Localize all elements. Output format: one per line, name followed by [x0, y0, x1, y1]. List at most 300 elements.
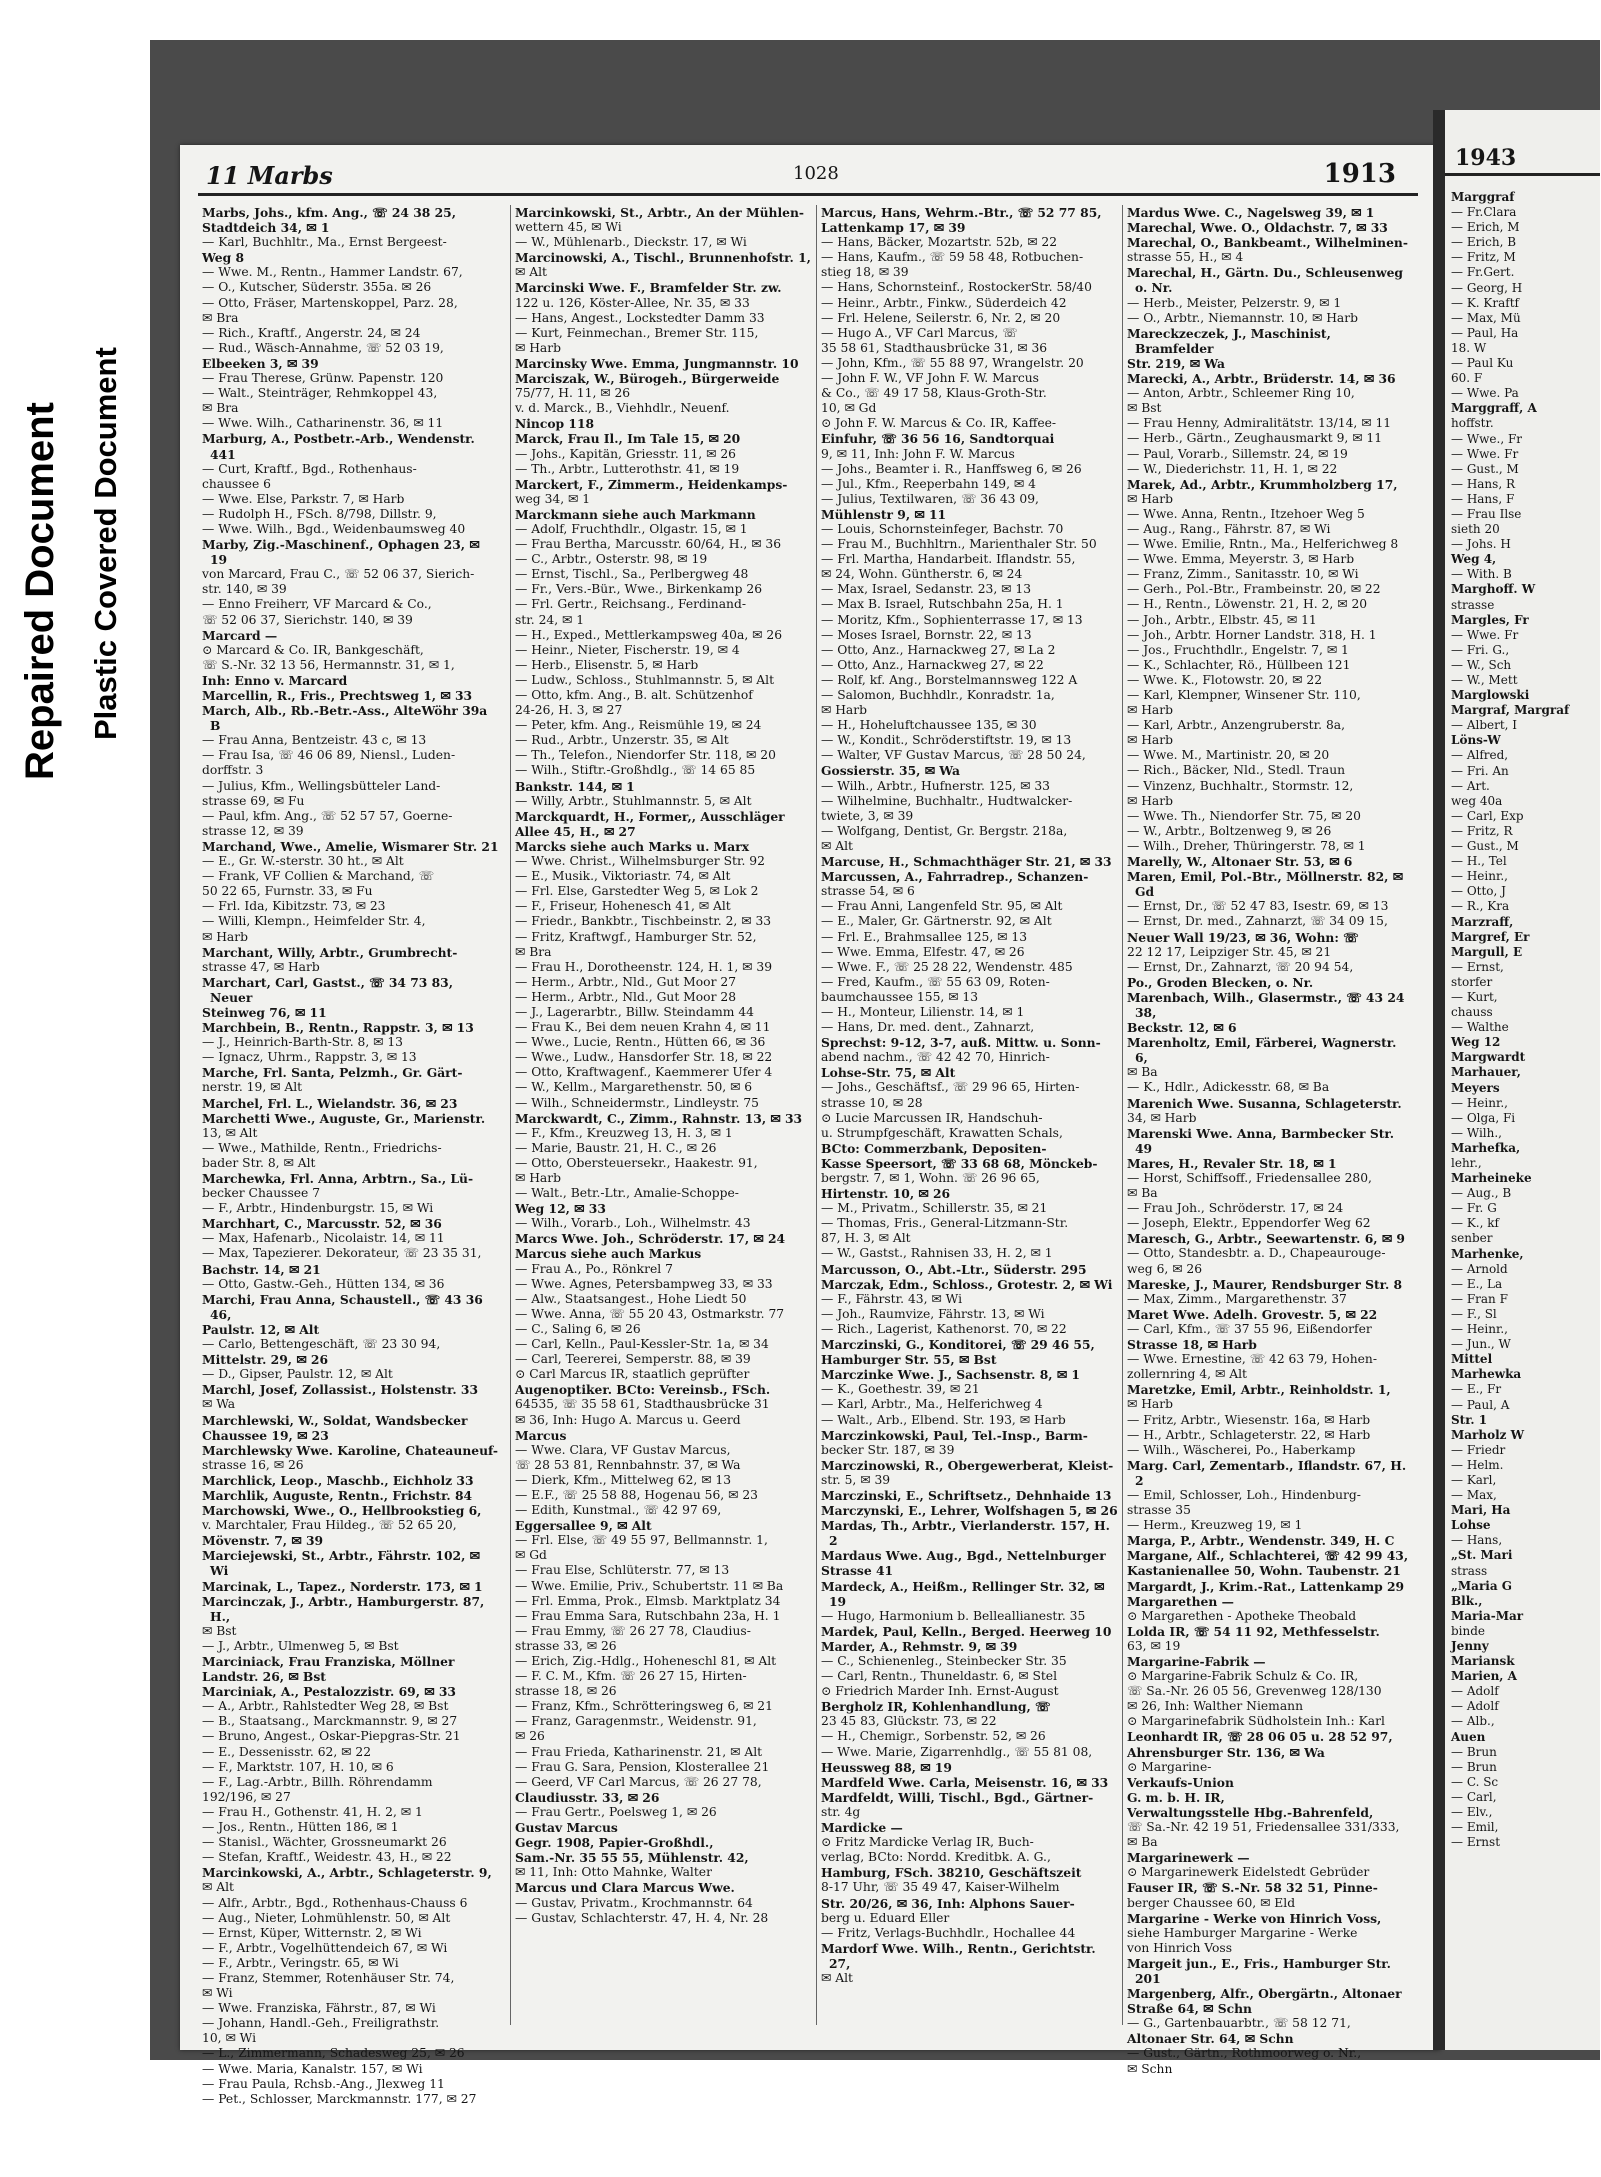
- directory-entry: — Vinzenz, Buchhaltr., Stormstr. 12,: [1127, 778, 1354, 793]
- directory-entry: — Frl. Martha, Handarbeit. Iflandstr. 55,: [821, 552, 1076, 567]
- directory-entry: strasse 18, ✉ 26: [515, 1684, 617, 1699]
- directory-entry: ✉ Alt: [821, 1970, 853, 1985]
- directory-entry: — Johs., Beamter i. R., Hanffsweg 6, ✉ 26: [821, 461, 1082, 476]
- directory-entry: Mareckzeczek, J., Maschinist, Bramfelder: [1127, 325, 1331, 356]
- directory-entry: str. 5, ✉ 39: [821, 1472, 891, 1487]
- directory-entry: — Jos., Rentn., Hütten 186, ✉ 1: [202, 1820, 399, 1835]
- facing-entry: — Carl, Exp: [1451, 808, 1524, 823]
- facing-entry: 60. F: [1451, 371, 1483, 386]
- directory-entry: — Max, Hafenarb., Nicolaistr. 14, ✉ 11: [202, 1231, 445, 1246]
- directory-entry: Hamburg, FSch. 38210, Geschäftszeit: [821, 1865, 1082, 1881]
- facing-entry: — Ernst,: [1451, 959, 1504, 974]
- directory-entry: — Fritz, Verlags-Buchhdlr., Hochallee 44: [821, 1925, 1076, 1940]
- directory-entry: — Herm., Arbtr., Nld., Gut Moor 28: [515, 989, 737, 1004]
- directory-entry: — Frau M., Buchhltrn., Marienthaler Str. 50: [821, 537, 1097, 552]
- directory-entry: — Wwe. Wilh., Bgd., Weidenbaumsweg 40: [202, 521, 466, 536]
- facing-entry: — Fr.Gert.: [1451, 265, 1515, 280]
- facing-entry: — With. B: [1451, 567, 1512, 582]
- directory-entry: — Rud., Wäsch-Annahme, ☏ 52 03 19,: [202, 340, 444, 355]
- directory-entry: — Aug., Nieter, Lohmühlenstr. 50, ✉ Alt: [202, 1910, 451, 1925]
- directory-entry: abend nachm., ☏ 42 42 70, Hinrich-: [821, 1050, 1050, 1065]
- directory-entry: — Frau Emmy, ☏ 26 27 78, Claudius-: [515, 1623, 751, 1638]
- directory-entry: ✉ Harb: [1127, 703, 1174, 718]
- facing-entry: — C. Sc: [1451, 1774, 1499, 1789]
- directory-entry: Gegr. 1908, Papier-Großhdl.,: [515, 1835, 714, 1851]
- page-header: [198, 157, 1418, 196]
- directory-entry: — Wwe. Else, Parkstr. 7, ✉ Harb: [202, 491, 405, 506]
- directory-entry: ✉ Harb: [1127, 793, 1174, 808]
- directory-entry: — K., Schlachter, Rö., Hüllbeen 121: [1127, 657, 1351, 672]
- directory-entry: Maren, Emil, Pol.-Btr., Möllnerstr. 82, ✉ Gd: [1127, 869, 1404, 900]
- directory-entry: ✉ Harb: [1127, 491, 1174, 506]
- directory-entry: — Max, Israel, Sedanstr. 23, ✉ 13: [821, 582, 1032, 597]
- directory-entry: Maret Wwe. Adelh. Grovestr. 5, ✉ 22: [1127, 1306, 1378, 1322]
- facing-entry: — Heinr.,: [1451, 1322, 1508, 1337]
- directory-entry: ☏ 28 53 81, Rennbahnstr. 37, ✉ Wa: [515, 1457, 741, 1472]
- directory-entry: — Wilh., Arbtr., Hufnerstr. 125, ✉ 33: [821, 778, 1050, 793]
- facing-entry: — Brun: [1451, 1759, 1497, 1774]
- directory-entry: — Frau Else, Schlüterstr. 77, ✉ 13: [515, 1563, 730, 1578]
- directory-entry: BCto: Commerzbank, Depositen-: [821, 1140, 1047, 1156]
- directory-entry: — Wwe. Anna, ☏ 55 20 43, Ostmarkstr. 77: [515, 1306, 785, 1321]
- directory-entry: — Otto, Gastw.-Geh., Hütten 134, ✉ 36: [202, 1276, 445, 1291]
- directory-entry: Marenski Wwe. Anna, Barmbecker Str. 49: [1127, 1125, 1395, 1156]
- facing-entry: strass: [1451, 1563, 1488, 1578]
- directory-entry: — C., Arbtr., Osterstr. 98, ✉ 19: [515, 552, 708, 567]
- directory-entry: Marchart, Carl, Gastst., ☏ 34 73 83, Neuer: [202, 974, 453, 1005]
- facing-entry: Lohse: [1451, 1518, 1491, 1533]
- directory-entry: — Wwe. Marie, Zigarrenhdlg., ☏ 55 81 08,: [821, 1744, 1093, 1759]
- directory-entry: — Anton, Arbtr., Schleemer Ring 10,: [1127, 386, 1355, 401]
- directory-entry: Marciszak, W., Bürogeh., Bürgerweide: [515, 371, 780, 387]
- directory-entry: Marechal, O., Bankbeamt., Wilhelminen-: [1127, 235, 1408, 251]
- facing-entry: Löns-W: [1451, 733, 1501, 748]
- directory-entry: — Paul, kfm. Ang., ☏ 52 57 57, Goerne-: [202, 808, 453, 823]
- directory-entry: Marcard —: [202, 627, 278, 643]
- column-3: [816, 205, 1118, 2025]
- facing-entry: — Fr. G: [1451, 1201, 1497, 1216]
- directory-entry: Mardus Wwe. C., Nagelsweg 39, ✉ 1: [1127, 205, 1375, 220]
- directory-entry: bergstr. 7, ✉ 1, Wohn. ☏ 26 96 65,: [821, 1171, 1040, 1185]
- facing-entry: Blk.,: [1451, 1593, 1483, 1608]
- directory-entry: Marciniak, A., Pestalozzistr. 69, ✉ 33: [202, 1684, 456, 1700]
- directory-entry: — Jos., Fruchthdlr., Engelstr. 7, ✉ 1: [1127, 642, 1349, 657]
- directory-entry: Mövenstr. 7, ✉ 39: [202, 1533, 324, 1549]
- directory-entry: — H., Exped., Mettlerkampsweg 40a, ✉ 26: [515, 627, 783, 642]
- directory-entry: Neuer Wall 19/23, ✉ 36, Wohn: ☏: [1127, 929, 1359, 945]
- facing-entry: — K. Kraftf: [1451, 295, 1519, 310]
- directory-entry: March, Alb., Rb.-Betr.-Ass., AlteWöhr 39a B: [202, 703, 488, 734]
- directory-entry: Fauser IR, ☏ S.-Nr. 58 32 51, Pinne-: [1127, 1880, 1378, 1896]
- directory-entry: — Wilh., Stiftr.-Großhdlg., ☏ 14 65 85: [515, 763, 756, 778]
- directory-entry: ⊙ Lucie Marcussen IR, Handschuh-: [821, 1110, 1043, 1125]
- directory-entry: Mardfeld Wwe. Carla, Meisenstr. 16, ✉ 33: [821, 1774, 1109, 1790]
- page-number: 1028: [793, 163, 839, 184]
- directory-entry: Marczynski, E., Lehrer, Wolfshagen 5, ✉ 26: [821, 1503, 1118, 1519]
- directory-entry: — Hans, Dr. med. dent., Zahnarzt,: [821, 1020, 1035, 1035]
- directory-entry: Marcinsky Wwe. Emma, Jungmannstr. 10: [515, 355, 799, 371]
- directory-entry: — Frau Paula, Rchsb.-Ang., Jlexweg 11: [202, 2076, 445, 2091]
- directory-entry: — Heinr., Nieter, Fischerstr. 19, ✉ 4: [515, 642, 740, 657]
- directory-entry: ⊙ Margarethen - Apotheke Theobald: [1127, 1608, 1357, 1623]
- directory-entry: Marczinski, G., Konditorei, ☏ 29 46 55,: [821, 1337, 1095, 1353]
- directory-entry: Marckquardt, H., Former,, Ausschläger: [515, 808, 785, 824]
- directory-entry: 10, ✉ Wi: [202, 2031, 257, 2046]
- directory-entry: Mareske, J., Maurer, Rendsburger Str. 8: [1127, 1276, 1403, 1292]
- directory-entry: — Frau Gertr., Poelsweg 1, ✉ 26: [515, 1804, 717, 1819]
- directory-entry: ✉ Schn: [1127, 2061, 1173, 2076]
- facing-entry: — Erich, M: [1451, 220, 1520, 235]
- facing-entry: — Ernst: [1451, 1835, 1501, 1850]
- facing-entry: Meyers: [1451, 1080, 1500, 1095]
- directory-entry: ✉ Wi: [202, 1986, 233, 2001]
- facing-entry: Weg 4,: [1451, 552, 1497, 567]
- directory-entry: Marchlewski, W., Soldat, Wandsbecker: [202, 1412, 468, 1428]
- facing-entry: — Wwe. Pa: [1451, 386, 1519, 401]
- directory-entry: Bergholz IR, Kohlenhandlung, ☏: [821, 1699, 1051, 1715]
- directory-entry: — Gustav, Privatm., Krochmannstr. 64: [515, 1895, 753, 1910]
- directory-entry: Sprechst: 9-12, 3-7, auß. Mittw. u. Sonn-: [821, 1035, 1101, 1051]
- directory-entry: ✉ Wa: [202, 1397, 236, 1412]
- directory-entry: — Frau Bertha, Marcusstr. 60/64, H., ✉ 36: [515, 537, 782, 552]
- facing-entry: — Alb.,: [1451, 1714, 1495, 1729]
- directory-entry: Allee 45, H., ✉ 27: [515, 823, 636, 839]
- directory-entry: ✉ Harb: [1127, 1397, 1174, 1412]
- directory-entry: Mühlenstr 9, ✉ 11: [821, 506, 947, 522]
- facing-entry: Marhewka: [1451, 1367, 1522, 1382]
- facing-entry: — W., Sch: [1451, 657, 1512, 672]
- directory-entry: ☏ S.-Nr. 32 13 56, Hermannstr. 31, ✉ 1,: [202, 657, 455, 672]
- directory-entry: Bankstr. 144, ✉ 1: [515, 778, 635, 794]
- directory-entry: — Wilh., Schneidermstr., Lindleystr. 75: [515, 1095, 759, 1110]
- directory-entry: Marcus und Clara Marcus Wwe.: [515, 1880, 735, 1896]
- directory-entry: — Frl. Else, Garstedter Weg 5, ✉ Lok 2: [515, 884, 759, 899]
- directory-entry: — Frau A., Po., Rönkrel 7: [515, 1261, 673, 1276]
- directory-entry: Margeit jun., E., Fris., Hamburger Str. 201: [1127, 1955, 1391, 1986]
- facing-entry: binde: [1451, 1623, 1486, 1638]
- directory-entry: — Stanisl., Wächter, Grossneumarkt 26: [202, 1835, 447, 1850]
- directory-entry: Marchlick, Leop., Maschb., Eichholz 33: [202, 1472, 474, 1488]
- directory-entry: — J., Lagerarbtr., Billw. Steindamm 44: [515, 1004, 755, 1019]
- directory-entry: Marcinowski, A., Tischl., Brunnenhofstr. 1,: [515, 250, 811, 266]
- directory-entry: Verkaufs-Union: [1127, 1774, 1234, 1790]
- directory-entry: — Ludw., Schloss., Stuhlmannstr. 5, ✉ Alt: [515, 672, 775, 687]
- facing-entry: — Olga, Fi: [1451, 1110, 1516, 1125]
- directory-entry: Marcus, Hans, Wehrm.-Btr., ☏ 52 77 85,: [821, 205, 1102, 220]
- directory-entry: Kastanienallee 50, Wohn. Taubenstr. 21: [1127, 1563, 1401, 1579]
- directory-entry: — Carl, Rentn., Thuneldastr. 6, ✉ Stel: [821, 1669, 1058, 1684]
- side-labels: [0, 0, 140, 2177]
- facing-entry: — Wilh.,: [1451, 1125, 1502, 1140]
- directory-entry: dorffstr. 3: [202, 763, 264, 778]
- facing-entry: storfer: [1451, 974, 1493, 989]
- directory-entry: — E., Dessenisstr. 62, ✉ 22: [202, 1744, 372, 1759]
- directory-entry: Marchand, Wwe., Amelie, Wismarer Str. 21: [202, 838, 499, 854]
- facing-entry: Margraf, Margraf: [1451, 703, 1570, 718]
- directory-entry: — Th., Telefon., Niendorfer Str. 118, ✉ 20: [515, 748, 776, 763]
- facing-entry: Marholz W: [1451, 1427, 1525, 1442]
- facing-entry: — Gust., M: [1451, 839, 1519, 854]
- facing-entry: — Max,: [1451, 1488, 1497, 1503]
- directory-entry: — K., Hdlr., Adickesstr. 68, ✉ Ba: [1127, 1080, 1330, 1095]
- directory-entry: — H., Rentn., Löwenstr. 21, H. 2, ✉ 20: [1127, 597, 1368, 612]
- directory-entry: Beckstr. 12, ✉ 6: [1127, 1020, 1237, 1036]
- directory-entry: Lattenkamp 17, ✉ 39: [821, 220, 966, 236]
- directory-entry: — Frau Henny, Admiralitätstr. 13/14, ✉ 11: [1127, 416, 1392, 431]
- directory-entry: Marcs Wwe. Joh., Schröderstr. 17, ✉ 24: [515, 1231, 786, 1247]
- directory-entry: — Franz, Kfm., Schrötteringsweg 6, ✉ 21: [515, 1699, 773, 1714]
- directory-entry: ✉ Bst: [1127, 401, 1162, 416]
- directory-entry: Marcinak, L., Tapez., Norderstr. 173, ✉ 1: [202, 1578, 483, 1594]
- directory-entry: Marciniack, Frau Franziska, Möllner: [202, 1654, 455, 1669]
- directory-entry: — Fr., Vers.-Bür., Wwe., Birkenkamp 26: [515, 582, 763, 597]
- directory-entry: Str. 20/26, ✉ 36, Inh: Alphons Sauer-: [821, 1895, 1075, 1911]
- directory-entry: Bachstr. 14, ✉ 21: [202, 1261, 321, 1277]
- facing-entry: Auen: [1451, 1729, 1486, 1744]
- facing-entry: Marhauer,: [1451, 1065, 1521, 1080]
- directory-entry: 63, ✉ 19: [1127, 1638, 1181, 1653]
- directory-entry: Verwaltungsstelle Hbg.-Bahrenfeld,: [1127, 1804, 1374, 1820]
- directory-entry: G. m. b. H. IR,: [1127, 1789, 1225, 1805]
- directory-entry: — H., Monteur, Lilienstr. 14, ✉ 1: [821, 1004, 1025, 1019]
- directory-entry: — F., Fährstr. 43, ✉ Wi: [821, 1291, 963, 1306]
- directory-entry: strasse 54, ✉ 6: [821, 884, 915, 899]
- directory-entry: Inh: Enno v. Marcard: [202, 672, 348, 688]
- directory-entry: — Heinr., Arbtr., Finkw., Süderdeich 42: [821, 295, 1067, 310]
- facing-entry: — Adolf: [1451, 1699, 1499, 1714]
- directory-entry: Margarine - Werke von Hinrich Voss,: [1127, 1910, 1382, 1926]
- directory-entry: Margenberg, Alfr., Obergärtn., Altonaer: [1127, 1986, 1402, 2002]
- directory-entry: — F., Arbtr., Veringstr. 65, ✉ Wi: [202, 1955, 399, 1970]
- directory-entry: ✉ Harb: [821, 703, 868, 718]
- header-left: 11 Marbs: [206, 161, 333, 190]
- directory-entry: Marelly, W., Altonaer Str. 53, ✉ 6: [1127, 854, 1353, 870]
- directory-entry: — Enno Freiherr, VF Marcard & Co.,: [202, 597, 432, 612]
- directory-entry: — Hans, Angest., Lockstedter Damm 33: [515, 310, 765, 325]
- directory-entry: — Wwe. K., Flotowstr. 20, ✉ 22: [1127, 672, 1323, 687]
- facing-entry: Marghoff. W: [1451, 582, 1536, 597]
- directory-entry: 75/77, H. 11, ✉ 26: [515, 386, 631, 401]
- directory-entry: Marecki, A., Arbtr., Brüderstr. 14, ✉ 36: [1127, 371, 1396, 387]
- directory-entry: — Frau Therese, Grünw. Papenstr. 120: [202, 371, 444, 386]
- directory-entry: Marby, Zig.-Maschinenf., Ophagen 23, ✉ 19: [202, 537, 480, 568]
- facing-entry: — Emil,: [1451, 1820, 1499, 1835]
- directory-entry: strasse 47, ✉ Harb: [202, 959, 320, 974]
- directory-entry: 24-26, H. 3, ✉ 27: [515, 703, 623, 718]
- directory-entry: — Curt, Kraftf., Bgd., Rothenhaus-: [202, 461, 417, 476]
- facing-entry: Maria-Mar: [1451, 1608, 1524, 1623]
- directory-entry: — Fritz, Kraftwgf., Hamburger Str. 52,: [515, 929, 757, 944]
- directory-entry: Mares, H., Revaler Str. 18, ✉ 1: [1127, 1155, 1337, 1171]
- directory-entry: — Willi, Klempn., Heimfelder Str. 4,: [202, 914, 426, 929]
- directory-entry: — O., Kutscher, Süderstr. 355a. ✉ 26: [202, 280, 432, 295]
- directory-entry: — F., Marktstr. 107, H. 10, ✉ 6: [202, 1759, 394, 1774]
- directory-entry: — Ernst, Tischl., Sa., Perlbergweg 48: [515, 567, 749, 582]
- directory-entry: — Frl. Emma, Prok., Elmsb. Marktplatz 34: [515, 1593, 781, 1608]
- directory-entry: 192/196, ✉ 27: [202, 1789, 291, 1804]
- directory-entry: — Fritz, Arbtr., Wiesenstr. 16a, ✉ Harb: [1127, 1412, 1371, 1427]
- facing-entry: — Friedr: [1451, 1442, 1506, 1457]
- directory-entry: Paulstr. 12, ✉ Alt: [202, 1321, 320, 1337]
- directory-entry: ✉ Alt: [821, 838, 853, 853]
- facing-entry: — Gust., M: [1451, 461, 1519, 476]
- directory-entry: Marczak, Edm., Schloss., Grotestr. 2, ✉ Wi: [821, 1276, 1113, 1292]
- directory-entry: — J., Arbtr., Ulmenweg 5, ✉ Bst: [202, 1638, 399, 1653]
- directory-entry: — Karl, Buchhltr., Ma., Ernst Bergeest-: [202, 235, 447, 250]
- directory-entry: Mardaus Wwe. Aug., Bgd., Nettelnburger: [821, 1548, 1106, 1564]
- directory-entry: chaussee 6: [202, 476, 271, 491]
- directory-entry: — Julius, Textilwaren, ☏ 36 43 09,: [821, 491, 1039, 506]
- directory-entry: — Julius, Kfm., Wellingsbütteler Land-: [202, 778, 441, 793]
- directory-entry: — Peter, kfm. Ang., Reismühle 19, ✉ 24: [515, 718, 762, 733]
- directory-entry: — Frl. Ida, Kibitzstr. 73, ✉ 23: [202, 899, 386, 914]
- directory-entry: ✉ 26: [515, 1729, 545, 1744]
- directory-entry: — Dierk, Kfm., Mittelweg 62, ✉ 13: [515, 1472, 732, 1487]
- directory-entry: — Edith, Kunstmal., ☏ 42 97 69,: [515, 1503, 722, 1518]
- directory-entry: Marcinski Wwe. F., Bramfelder Str. zw.: [515, 280, 782, 296]
- directory-entry: Marckwardt, C., Zimm., Rahnstr. 13, ✉ 33: [515, 1110, 803, 1126]
- directory-entry: Marbs, Johs., kfm. Ang., ☏ 24 38 25,: [202, 205, 457, 220]
- directory-entry: — Ignacz, Uhrm., Rappstr. 3, ✉ 13: [202, 1050, 417, 1065]
- facing-entry: Marheineke: [1451, 1171, 1532, 1186]
- directory-entry: Marg. Carl, Zementarb., Iflandstr. 67, H. 2: [1127, 1457, 1407, 1488]
- facing-entry: weg 40a: [1451, 793, 1503, 808]
- directory-entry: Marchowski, Wwe., O., Hellbrookstieg 6,: [202, 1503, 482, 1519]
- directory-entry: 9, ✉ 11, Inh: John F. W. Marcus: [821, 446, 1015, 461]
- directory-entry: Marchhart, C., Marcusstr. 52, ✉ 36: [202, 1216, 442, 1232]
- facing-entry: Marggraf: [1451, 190, 1515, 204]
- directory-entry: — John F. W., VF John F. W. Marcus: [821, 371, 1039, 386]
- directory-entry: — D., Gipser, Paulstr. 12, ✉ Alt: [202, 1367, 393, 1382]
- directory-entry: — Rolf, kf. Ang., Borstelmannsweg 122 A: [821, 672, 1078, 687]
- directory-entry: — Th., Arbtr., Lutterothstr. 41, ✉ 19: [515, 461, 740, 476]
- facing-entry: Marhefka,: [1451, 1140, 1521, 1155]
- directory-entry: — Frau Anna, Bentzeistr. 43 c, ✉ 13: [202, 733, 427, 748]
- column-1: [202, 205, 499, 2106]
- directory-entry: — Otto, Kraftwagenf., Kaemmerer Ufer 4: [515, 1065, 773, 1080]
- facing-entry: Margull, E: [1451, 944, 1523, 959]
- directory-entry: — Wilhelmine, Buchhaltr., Hudtwalcker-: [821, 793, 1073, 808]
- directory-entry: Weg 8: [202, 250, 245, 266]
- facing-entry: — Wwe. Fr: [1451, 627, 1519, 642]
- directory-entry: Kasse Speersort, ☏ 33 68 68, Mönckeb-: [821, 1155, 1098, 1171]
- directory-entry: Mardfeldt, Willi, Tischl., Bgd., Gärtner-: [821, 1789, 1094, 1805]
- facing-entry: — Fri. An: [1451, 763, 1509, 778]
- directory-entry: & Co., ☏ 49 17 58, Klaus-Groth-Str.: [821, 386, 1047, 401]
- directory-entry: becker Chaussee 7: [202, 1186, 321, 1201]
- directory-entry: — E., Gr. W.-sterstr. 30 ht., ✉ Alt: [202, 854, 404, 869]
- directory-entry: — Joh., Arbtr. Horner Landstr. 318, H. 1: [1127, 627, 1377, 642]
- directory-entry: — Frau K., Bei dem neuen Krahn 4, ✉ 11: [515, 1020, 771, 1035]
- directory-entry: — Carl, Teererei, Semperstr. 88, ✉ 39: [515, 1352, 751, 1367]
- facing-entry: — Paul, Ha: [1451, 325, 1519, 340]
- directory-entry: strasse 35: [1127, 1503, 1191, 1518]
- directory-entry: — Wwe. Clara, VF Gustav Marcus,: [515, 1442, 731, 1457]
- directory-entry: Weg 12, ✉ 33: [515, 1201, 606, 1217]
- directory-entry: ⊙ Margarine-Fabrik Schulz & Co. IR,: [1127, 1669, 1359, 1684]
- directory-entry: strasse 16, ✉ 26: [202, 1457, 304, 1472]
- facing-entry: — F., Sl: [1451, 1306, 1497, 1321]
- directory-entry: Marche, Frl. Santa, Pelzmh., Gr. Gärt-: [202, 1065, 463, 1081]
- column-4: [1122, 205, 1412, 2076]
- directory-entry: Marchel, Frl. L., Wielandstr. 36, ✉ 23: [202, 1095, 458, 1111]
- directory-entry: — L., Zimmermann, Schadesweg 25, ✉ 26: [202, 2046, 465, 2061]
- facing-entry: — R., Kra: [1451, 899, 1510, 914]
- directory-entry: Mardorf Wwe. Wilh., Rentn., Gerichtstr. 27,: [821, 1940, 1096, 1971]
- directory-entry: Lolda IR, ☏ 54 11 92, Methfesselstr.: [1127, 1623, 1380, 1639]
- facing-entry: — Hans,: [1451, 1533, 1503, 1548]
- directory-entry: — Ernst, Dr., ☏ 52 47 83, Isestr. 69, ✉ 13: [1127, 899, 1389, 914]
- directory-entry: — Horst, Schiffsoff., Friedensallee 280,: [1127, 1171, 1372, 1185]
- directory-entry: ☏ Sa.-Nr. 26 05 56, Grevenweg 128/130: [1127, 1684, 1382, 1699]
- directory-entry: Marenbach, Wilh., Glasermstr., ☏ 43 24 38,: [1127, 989, 1405, 1020]
- directory-entry: ✉ Harb: [1127, 733, 1174, 748]
- directory-entry: Marcusson, O., Abt.-Ltr., Süderstr. 295: [821, 1261, 1087, 1277]
- facing-entry: „St. Mari: [1451, 1548, 1513, 1563]
- directory-entry: Stadtdeich 34, ✉ 1: [202, 220, 330, 236]
- directory-entry: Strasse 18, ✉ Harb: [1127, 1337, 1257, 1353]
- directory-entry: Lohse-Str. 75, ✉ Alt: [821, 1065, 956, 1081]
- directory-entry: Marckert, F., Zimmerm., Heidenkamps-: [515, 476, 788, 492]
- directory-entry: — Herm., Arbtr., Nld., Gut Moor 27: [515, 974, 737, 989]
- facing-entry: — Fritz, M: [1451, 250, 1516, 265]
- directory-entry: — B., Staatsang., Marckmannstr. 9, ✉ 27: [202, 1714, 458, 1729]
- directory-entry: Marburg, A., Postbetr.-Arb., Wendenstr. 441: [202, 431, 475, 462]
- facing-entry: — Carl,: [1451, 1789, 1497, 1804]
- facing-entry: — Jun., W: [1451, 1337, 1511, 1352]
- directory-entry: Mardas, Th., Arbtr., Vierlanderstr. 157, H. 2: [821, 1518, 1110, 1549]
- facing-entry: — Alfred,: [1451, 748, 1509, 763]
- facing-entry: — Paul, A: [1451, 1397, 1510, 1412]
- directory-entry: — Frau H., Gothenstr. 41, H. 2, ✉ 1: [202, 1804, 423, 1819]
- directory-entry: — Aug., Rang., Fährstr. 87, ✉ Wi: [1127, 521, 1331, 536]
- facing-entry: Marien, A: [1451, 1669, 1517, 1684]
- facing-entry: — Georg, H: [1451, 280, 1523, 295]
- facing-entry: — Heinr.,: [1451, 1095, 1508, 1110]
- directory-entry: Marciejewski, St., Arbtr., Fährstr. 102, ✉ Wi: [202, 1548, 480, 1579]
- directory-entry: ⊙ Marcard & Co. IR, Bankgeschäft,: [202, 642, 424, 657]
- directory-entry: — Wwe. Anna, Rentn., Itzehoer Weg 5: [1127, 506, 1365, 521]
- directory-entry: — Johs., Geschäftsf., ☏ 29 96 65, Hirten-: [821, 1080, 1080, 1095]
- facing-entry: — K., kf: [1451, 1216, 1499, 1231]
- directory-entry: ✉ 36, Inh: Hugo A. Marcus u. Geerd: [515, 1412, 741, 1427]
- directory-entry: Elbeeken 3, ✉ 39: [202, 355, 319, 371]
- facing-entry: — Wwe., Fr: [1451, 431, 1523, 446]
- directory-entry: — F., Friseur, Hohenesch 41, ✉ Alt: [515, 899, 731, 914]
- book-gutter: [1433, 110, 1445, 2050]
- directory-entry: 34, ✉ Harb: [1127, 1110, 1197, 1125]
- facing-entry: — Wwe. Fr: [1451, 446, 1519, 461]
- facing-entry: Mari, Ha: [1451, 1503, 1511, 1518]
- plastic-covered-label: Plastic Covered Document: [88, 347, 123, 740]
- directory-entry: — Wwe. Franziska, Fährstr., 87, ✉ Wi: [202, 2001, 436, 2016]
- directory-entry: ✉ Bst: [202, 1623, 237, 1638]
- directory-entry: — Ernst, Dr., Zahnarzt, ☏ 20 94 54,: [1127, 959, 1354, 974]
- directory-entry: 10, ✉ Gd: [821, 401, 877, 416]
- directory-entry: Str. 219, ✉ Wa: [1127, 355, 1225, 371]
- directory-entry: — Louis, Schornsteinfeger, Bachstr. 70: [821, 521, 1064, 536]
- directory-entry: — Wwe., Mathilde, Rentn., Friedrichs-: [202, 1140, 442, 1155]
- directory-entry: — Carlo, Bettengeschäft, ☏ 23 30 94,: [202, 1337, 441, 1352]
- directory-entry: — Willy, Arbtr., Stuhlmannstr. 5, ✉ Alt: [515, 793, 752, 808]
- facing-entry: Margles, Fr: [1451, 612, 1529, 627]
- directory-entry: 13, ✉ Alt: [202, 1125, 258, 1140]
- directory-entry: — Friedr., Bankbtr., Tischbeinstr. 2, ✉ 33: [515, 914, 772, 929]
- directory-entry: ⊙ Margarinefabrik Südholstein Inh.: Karl: [1127, 1714, 1385, 1729]
- directory-entry: Marechal, Wwe. O., Oldachstr. 7, ✉ 33: [1127, 220, 1388, 236]
- directory-entry: — W., Gastst., Rahnisen 33, H. 2, ✉ 1: [821, 1246, 1053, 1261]
- directory-entry: — Frl. Else, ☏ 49 55 97, Bellmannstr. 1,: [515, 1533, 768, 1548]
